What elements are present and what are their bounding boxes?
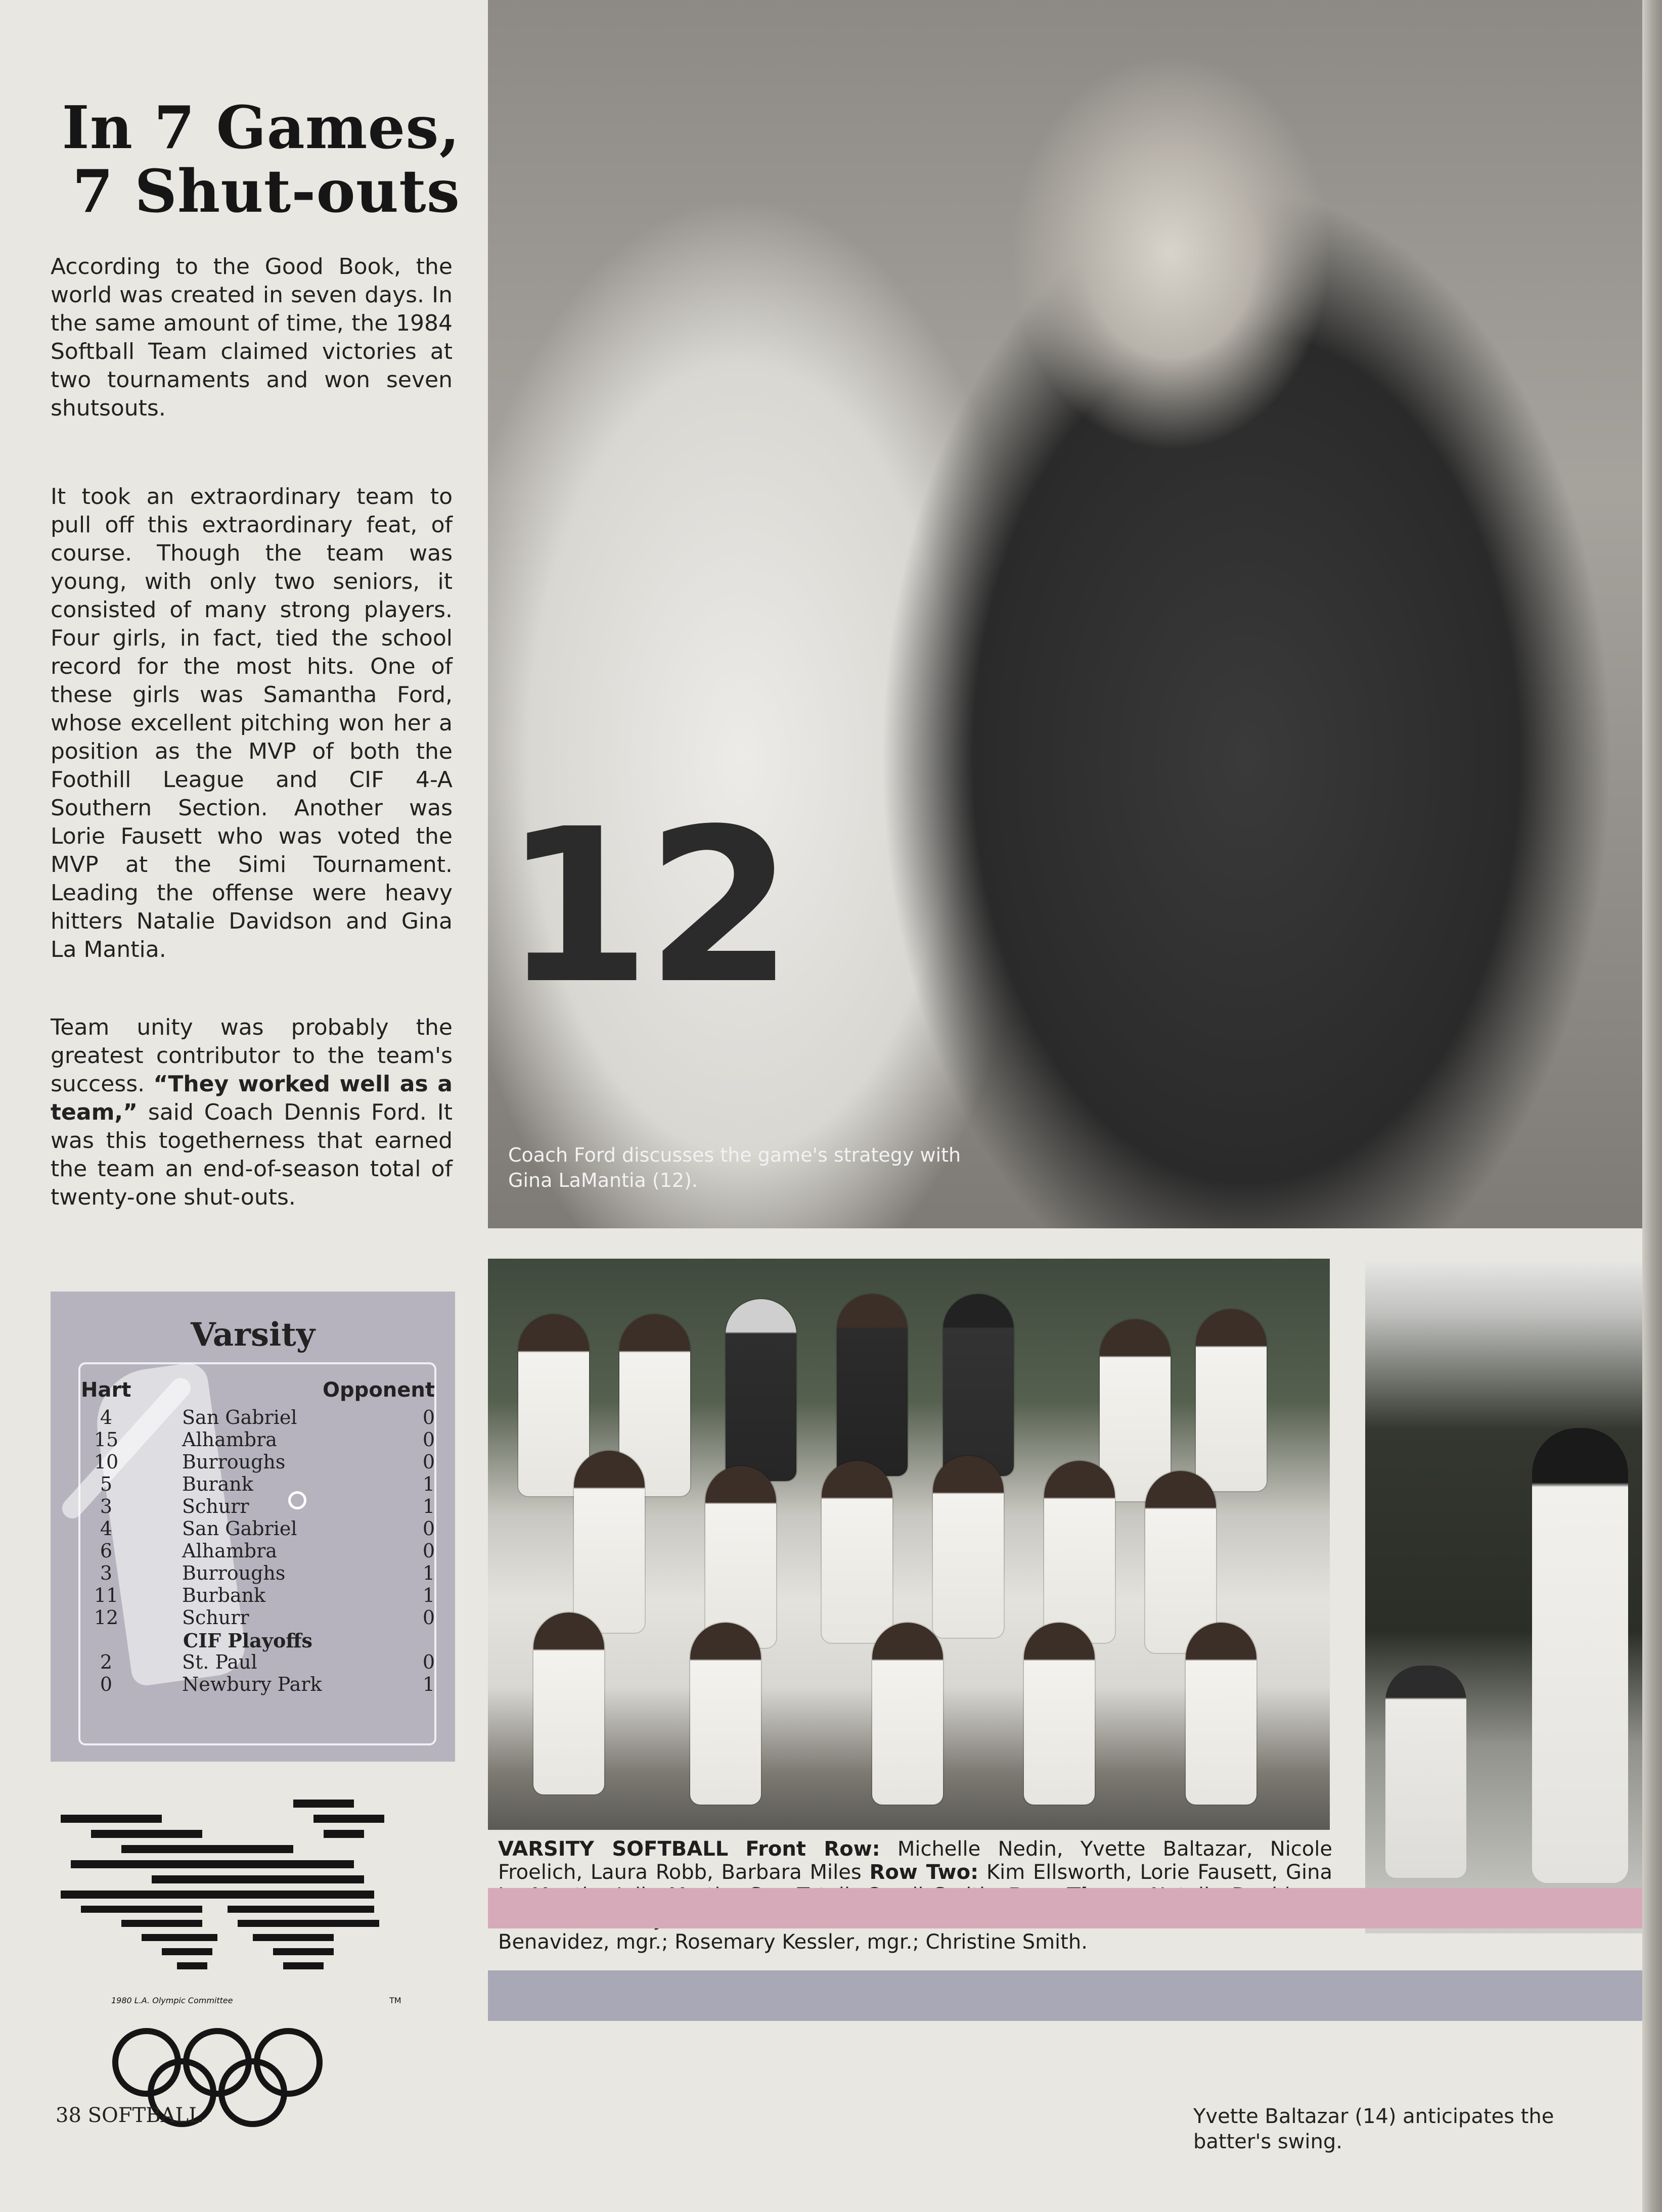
hart-score: 6: [100, 1540, 113, 1562]
opponent-score: 0: [422, 1428, 435, 1451]
opponent-name: Schurr: [182, 1606, 249, 1629]
team-member-figure: [726, 1299, 796, 1481]
hart-score: 10: [94, 1451, 119, 1473]
olympic-star-icon: [61, 1800, 425, 2128]
opponent-name: Alhambra: [182, 1428, 277, 1451]
blue-band: [488, 1970, 1642, 2021]
front-row-names: Michelle Nedin, Yvette Baltazar, Nicole Froelich, Laura Robb, Barbara Miles: [498, 1837, 1332, 1884]
logo-trademark: TM: [389, 1996, 401, 2005]
logo-credit: 1980 L.A. Olympic Committee: [111, 1996, 233, 2005]
opponent-name: Alhambra: [182, 1540, 277, 1562]
score-row: [81, 1451, 435, 1472]
team-member-figure: [872, 1623, 943, 1805]
body-paragraph-1: According to the Good Book, the world was created in seven days. In the same amount of time, the 1984 Softball Team claimed victories at two tournaments and won seven shutsouts.: [51, 254, 453, 421]
ball-icon: [288, 1491, 306, 1509]
score-row: [81, 1518, 435, 1539]
hart-score: 4: [100, 1517, 113, 1540]
opponent-name: Burbank: [182, 1584, 266, 1606]
coach-photo-caption: Coach Ford discusses the game's strategy with Gina LaMantia (12).: [508, 1144, 961, 1191]
cif-playoffs-label: CIF Playoffs: [183, 1629, 312, 1652]
team-member-figure: [1044, 1461, 1115, 1643]
front-row-label: Front Row:: [745, 1837, 880, 1861]
score-row: [81, 1562, 435, 1584]
team-member-figure: [1024, 1623, 1095, 1805]
varsity-scores-box: [51, 1292, 455, 1762]
team-member-figure: [690, 1623, 761, 1805]
score-row: [81, 1407, 435, 1428]
hart-score: 0: [100, 1673, 113, 1695]
col-head-hart: Hart: [81, 1378, 131, 1402]
opponent-score: 1: [422, 1473, 435, 1495]
opponent-name: Burroughs: [182, 1562, 286, 1584]
hart-score: 11: [94, 1584, 119, 1606]
score-row: [81, 1585, 435, 1606]
opponent-score: 1: [422, 1673, 435, 1695]
team-member-figure: [933, 1456, 1004, 1638]
fielder-photo: [1365, 1261, 1642, 1933]
score-row: [81, 1473, 435, 1495]
team-member-figure: [837, 1294, 908, 1476]
team-member-figure: [533, 1612, 604, 1794]
background-player-figure: [1385, 1666, 1466, 1878]
opponent-name: Burroughs: [182, 1451, 286, 1473]
team-member-figure: [574, 1451, 645, 1633]
body-paragraph-3-lead: Team unity was probably the greatest contributor to the team's success.: [51, 1015, 453, 1097]
col-head-opponent: Opponent: [323, 1378, 435, 1402]
hart-score: 4: [100, 1406, 113, 1428]
fielder-photo-caption: Yvette Baltazar (14) anticipates the batter's swing.: [1193, 2105, 1554, 2153]
opponent-score: 0: [422, 1406, 435, 1428]
jersey-number: 12: [503, 784, 789, 1031]
score-row: [81, 1496, 435, 1517]
team-member-figure: [1100, 1319, 1171, 1501]
scores-title: Varsity: [190, 1316, 316, 1354]
team-member-figure: [943, 1294, 1014, 1476]
opponent-score: 0: [422, 1451, 435, 1473]
olympic-logo: [61, 1800, 425, 2128]
hart-score: 3: [100, 1495, 113, 1517]
headline: [30, 94, 460, 226]
opponent-name: St. Paul: [182, 1651, 257, 1673]
hart-score: 12: [94, 1606, 119, 1629]
score-row: [81, 1674, 435, 1695]
coach-photo: [488, 0, 1642, 1228]
score-row: [81, 1429, 435, 1450]
body-paragraph-2: It took an extraordinary team to pull off this extraordinary feat, of course. Though the team was young, with only two seniors, it consisted of many strong players. Four girls, in fact, tied the school record for the most hits. One of these girls was Samantha Ford, whose excellent pitching won her a position as the MVP of both the Foothill League and CIF 4-A Southern Section. Another was Lorie Fausett who was voted the MVP at the Simi Tournament. Leading the offense were heavy hitters Natalie Davidson and Gina La Mantia.: [51, 484, 453, 962]
page-folio: 38 SOFTBALL: [56, 2104, 202, 2127]
score-row: [81, 1651, 435, 1673]
hart-score: 2: [100, 1651, 113, 1673]
hart-score: 15: [94, 1428, 119, 1451]
hart-score: 5: [100, 1473, 113, 1495]
score-row: [81, 1607, 435, 1628]
opponent-score: 1: [422, 1562, 435, 1584]
opponent-score: 0: [422, 1540, 435, 1562]
row-two-names: Kim Ellsworth, Lorie Fausett, Gina: [986, 1861, 1332, 1884]
team-member-figure: [822, 1461, 892, 1643]
fielder-figure: [1532, 1428, 1628, 1883]
team-photo: [488, 1259, 1330, 1830]
score-row: [81, 1540, 435, 1561]
opponent-score: 0: [422, 1651, 435, 1673]
opponent-score: 0: [422, 1517, 435, 1540]
opponent-score: 1: [422, 1584, 435, 1606]
opponent-score: 1: [422, 1495, 435, 1517]
headline-line-1: In 7 Games,: [62, 94, 460, 162]
row-three-names: Benavidez, mgr.; Rosemary Kessler, mgr.; Christine Smith.: [498, 1930, 1088, 1954]
coach-quote: “They worked well as a team,”: [51, 1071, 453, 1125]
body-paragraph-3: [51, 1013, 453, 1212]
row-two-label: Row Two:: [869, 1861, 979, 1884]
team-member-figure: [1186, 1623, 1256, 1805]
opponent-name: Newbury Park: [182, 1673, 322, 1695]
hart-score: 3: [100, 1562, 113, 1584]
opponent-name: Schurr: [182, 1495, 249, 1517]
pink-band: [488, 1888, 1642, 1928]
opponent-name: San Gabriel: [182, 1406, 297, 1428]
team-member-figure: [1196, 1309, 1267, 1491]
headline-line-2: 7 Shut-outs: [72, 157, 460, 226]
body-paragraph-3-tail: said Coach Dennis Ford. It was this togetherness that earned the team an end-of-season total of twenty-one shut-outs.: [51, 1099, 453, 1210]
team-member-figure: [705, 1466, 776, 1648]
opponent-score: 0: [422, 1606, 435, 1629]
opponent-name: San Gabriel: [182, 1517, 297, 1540]
page-gutter: [1642, 0, 1662, 2212]
team-caption-title: VARSITY SOFTBALL: [498, 1837, 729, 1861]
opponent-name: Burank: [182, 1473, 253, 1495]
